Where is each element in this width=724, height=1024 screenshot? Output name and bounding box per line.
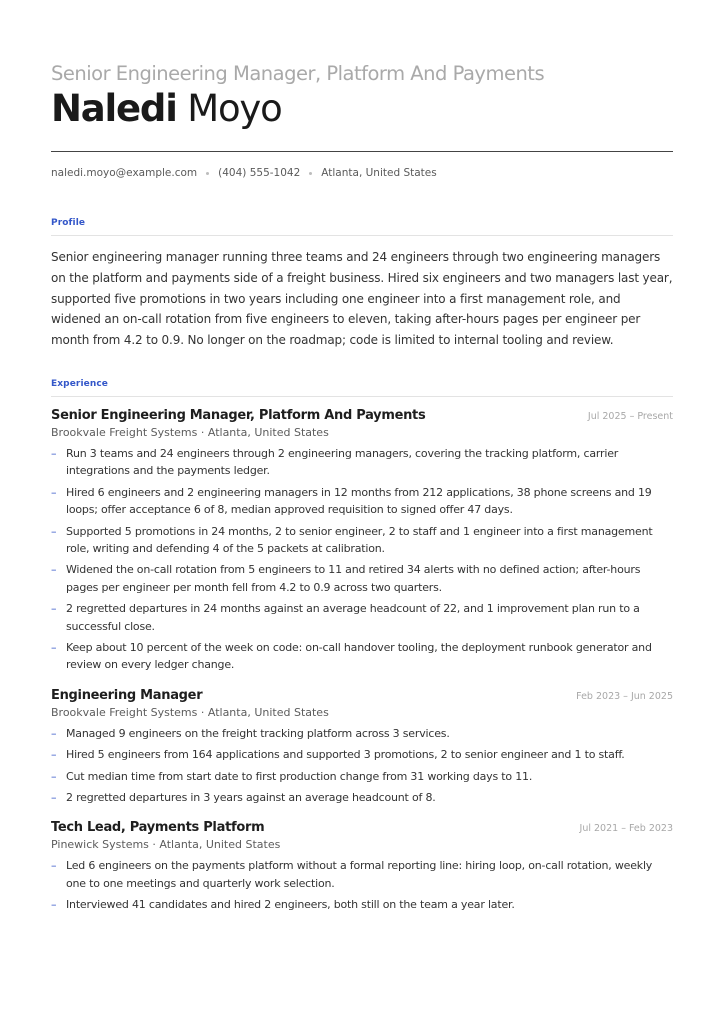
contact-line xyxy=(51,167,673,179)
dash-icon: – xyxy=(51,524,57,538)
job-list xyxy=(51,408,673,914)
section-title-experience: Experience xyxy=(51,378,108,389)
dash-icon: – xyxy=(51,726,57,740)
job-title: Engineering Manager xyxy=(51,687,203,703)
job-dates: Jul 2021 – Feb 2023 xyxy=(579,823,673,835)
dash-icon: – xyxy=(51,563,57,577)
job-entry xyxy=(51,688,673,807)
bullet-text: Managed 9 engineers on the freight tracking platform across 3 services. xyxy=(66,726,450,740)
job-header xyxy=(51,820,673,835)
dash-icon: – xyxy=(51,446,57,460)
dash-icon: – xyxy=(51,485,57,499)
job-organization: Pinewick Systems · Atlanta, United States xyxy=(51,838,281,852)
bullet-text: Run 3 teams and 24 engineers through 2 engineering managers, covering the tracking platform, carrier integrations and the payments ledger. xyxy=(66,446,619,478)
bullet-item xyxy=(51,857,673,892)
section-divider xyxy=(51,235,673,236)
bullet-item xyxy=(51,746,673,763)
job-dates: Feb 2023 – Jun 2025 xyxy=(576,690,673,702)
section-title-profile: Profile xyxy=(51,218,86,228)
bullet-text: 2 regretted departures in 24 months against an average headcount of 22, and 1 improvement plan run to a successful close. xyxy=(66,602,640,633)
bullet-item xyxy=(51,725,673,742)
first-name: Naledi xyxy=(51,87,177,130)
bullet-item xyxy=(51,523,673,558)
separator-dot xyxy=(206,172,209,175)
bullet-item xyxy=(51,896,673,913)
bullet-text: Keep about 10 percent of the week on code: on-call handover tooling, the deployment runbook generator and review on every ledger change. xyxy=(66,641,652,672)
profile-summary: Senior engineering manager running three teams and 24 engineers through two engineering managers on the platform and payments side of a freight business. Hired six engineers and two managers last year, supported five promotions in two years including one engineer into a first management role, and widened an on-call rotation from five engineers to eleven, taking after-hours pages per engineer per month from 4.2 to 0.9. No longer on the roadmap; code is limited to internal tooling and review. xyxy=(51,250,673,348)
job-title: Senior Engineering Manager, Platform And Payments xyxy=(51,407,426,423)
bullet-text: Led 6 engineers on the payments platform without a formal reporting line: hiring loop, on-call rotation, weekly one to one meetings and quarterly work selection. xyxy=(66,859,653,890)
contact-phone[interactable]: (404) 555-1042 xyxy=(218,167,301,179)
job-bullets xyxy=(51,445,673,674)
headline: Senior Engineering Manager, Platform And Payments xyxy=(51,62,545,85)
separator-dot xyxy=(309,172,312,175)
dash-icon: – xyxy=(51,641,57,655)
job-bullets xyxy=(51,725,673,807)
last-name: Moyo xyxy=(187,87,282,130)
job-title: Tech Lead, Payments Platform xyxy=(51,820,265,836)
bullet-item xyxy=(51,445,673,480)
bullet-text: Hired 5 engineers from 164 applications and supported 3 promotions, 2 to senior engineer and 1 to staff. xyxy=(66,748,625,762)
bullet-item xyxy=(51,600,673,635)
job-organization: Brookvale Freight Systems · Atlanta, United States xyxy=(51,705,329,719)
job-entry xyxy=(51,408,673,674)
dash-icon: – xyxy=(51,859,57,873)
bullet-item xyxy=(51,561,673,596)
dash-icon: – xyxy=(51,769,57,783)
bullet-item xyxy=(51,789,673,806)
bullet-text: Hired 6 engineers and 2 engineering managers in 12 months from 212 applications, 38 phone screens and 19 loops; offer acceptance 6 of 8, median approved requisition to signed offer 47 days. xyxy=(66,485,652,517)
bullet-item xyxy=(51,484,673,519)
candidate-name xyxy=(51,87,673,131)
dash-icon: – xyxy=(51,602,57,616)
dash-icon: – xyxy=(51,748,57,762)
bullet-text: Interviewed 41 candidates and hired 2 engineers, both still on the team a year later. xyxy=(66,898,515,912)
dash-icon: – xyxy=(51,898,57,912)
job-bullets xyxy=(51,857,673,913)
bullet-text: Supported 5 promotions in 24 months, 2 to senior engineer, 2 to staff and 1 engineer into a first management role, writing and defending 4 of the 5 packets at calibration. xyxy=(66,524,653,556)
bullet-item xyxy=(51,768,673,785)
bullet-text: Widened the on-call rotation from 5 engineers to 11 and retired 34 alerts with no defined action; after-hours pages per engineer per month fell from 4.2 to 0.9 across two quarters. xyxy=(66,563,641,594)
job-dates: Jul 2025 – Present xyxy=(587,410,673,422)
job-entry xyxy=(51,820,673,913)
dash-icon: – xyxy=(51,791,57,805)
job-header xyxy=(51,688,673,703)
bullet-text: 2 regretted departures in 3 years against an average headcount of 8. xyxy=(66,791,436,805)
bullet-text: Cut median time from start date to first production change from 31 working days to 11. xyxy=(66,769,533,783)
profile-section xyxy=(51,218,673,351)
contact-location: Atlanta, United States xyxy=(321,167,437,179)
experience-section xyxy=(51,379,673,914)
contact-email[interactable]: naledi.moyo@example.com xyxy=(51,167,198,179)
header-divider xyxy=(51,151,673,152)
job-organization: Brookvale Freight Systems · Atlanta, United States xyxy=(51,425,329,439)
bullet-item xyxy=(51,639,673,674)
job-header xyxy=(51,408,673,423)
section-divider xyxy=(51,396,673,397)
